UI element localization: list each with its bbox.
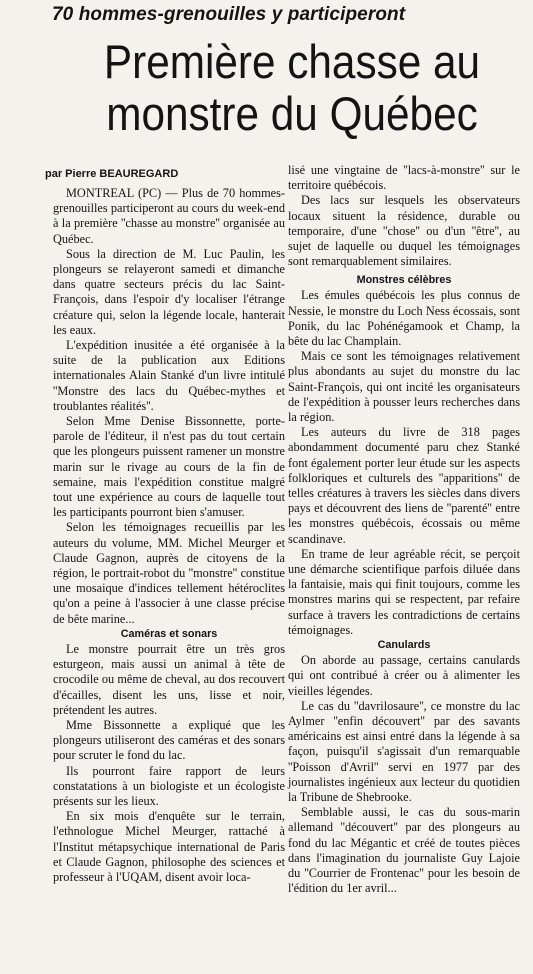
headline <box>85 36 499 140</box>
paragraph: Selon les témoignages recueillis par les auteurs du volume, MM. Michel Meurger et Claude Gagnon, auprès de citoyens de la région, le portrait-robot du ''monstre'' constitue une mosaique d'indices tellement hétéroclites qu'on a peine à l'associer à une classe précise de bête marine... <box>53 520 285 626</box>
article-column-2 <box>288 163 520 896</box>
paragraph: Le cas du ''davrilosaure'', ce monstre du lac Aylmer ''enfin découvert'' par des savants américains est ainsi entré dans la légende à sa façon, puisqu'il s'agissait d'un remarquable ''Poisson d'Avril'' servi en 1977 par des journalistes ingénieux aux lecteur du quotidien la Tribune de Shebrooke. <box>288 698 520 804</box>
paragraph: Mme Bissonnette a expliqué que les plongeurs utiliseront des caméras et des sonars pour scruter le fond du lac. <box>53 717 285 763</box>
article-column-1 <box>53 186 285 885</box>
paragraph: Semblable aussi, le cas du sous-marin allemand ''découvert'' par des plongeurs au fond du lac Mégantic et créé de toutes pièces dans l'imagination du journaliste Guy Lajoie du ''Courrier de Frontenac'' pour les besoin de l'édition du 1er avril... <box>288 805 520 896</box>
paragraph: Mais ce sont les témoignages relativement plus abondants au sujet du monstre du lac Saint-François, qui ont incité les organisateurs de l'expédition à pousser leurs recherches dans la région. <box>288 349 520 425</box>
paragraph: Sous la direction de M. Luc Paulin, les plongeurs se relayeront samedi et dimanche dans quatre secteurs précis du lac Saint-François, dans l'espoir d'y localiser l'étrange créature qui, selon la légende locale, hanterait les eaux. <box>53 246 285 337</box>
paragraph: En six mois d'enquête sur le terrain, l'ethnologue Michel Meurger, rattaché à l'Institut métapsychique international de Paris et Claude Gagnon, philosophe des sciences et professeur à l'UQAM, disent avoir loca- <box>53 809 285 884</box>
kicker: 70 hommes-grenouilles y participeront <box>52 4 406 25</box>
paragraph: On aborde au passage, certains canulards qui ont contribué à créer ou à alimenter les vieilles légendes. <box>288 653 520 698</box>
paragraph: MONTREAL (PC) — Plus de 70 hommes-grenouilles participeront au cours du week-end à la première ''chasse au monstre'' organisée au Québec. <box>53 186 285 246</box>
paragraph: Les auteurs du livre de 318 pages abondamment documenté paru chez Stanké font également porter leur étude sur les aspects folkloriques et culturels des ''apparitions'' de telles créatures à travers les siècles dans divers pays et découvrent des liens de ''parenté'' entre les monstres québécois, écossais ou même scandinave. <box>288 425 520 546</box>
subheading: Monstres célèbres <box>356 274 452 287</box>
headline-line-2: monstre du Québec <box>106 87 478 140</box>
paragraph: Le monstre pourrait être un très gros esturgeon, mais aussi un animal à tête de crocodile ou même de cheval, au dos recouvert d'écailles, disent les uns, lisse et noir, prétendent les autres. <box>53 641 285 717</box>
paragraph: Ils pourront faire rapport de leurs constatations à un biologiste et un écologiste présents sur les lieux. <box>53 763 285 808</box>
paragraph: Des lacs sur lesquels les observateurs locaux situent la résidence, durable ou temporaire, d'une ''chose'' ou d'un ''être'', au sujet de laquelle ou duquel les témoignages sont remarquablement similaires. <box>288 193 520 269</box>
byline: par Pierre BEAUREGARD <box>45 168 179 180</box>
paragraph: lisé une vingtaine de ''lacs-à-monstre'' sur le territoire québécois. <box>288 163 520 193</box>
paragraph: Les émules québécois les plus connus de Nessie, le monstre du Loch Ness écossais, sont Ponik, du lac Pohénégamook et Champ, la bête du lac Champlain. <box>288 288 520 349</box>
paragraph: Selon Mme Denise Bissonnette, porte-parole de l'éditeur, il n'est pas du tout certain que les plongeurs puissent ramener un monstre marin sur le rivage au cours de la fin de semaine, mais l'expédition constitue malgré tout une expérience au cours de laquelle tout les participants pourront bien s'amuser. <box>53 414 285 520</box>
subheading: Canulards <box>377 639 431 652</box>
paragraph: En trame de leur agréable récit, se perçoit une démarche scientifique parfois diluée dans la fantaisie, mais qui finit toujours, comme les monstres marins qui se respectent, par refaire surface à travers les contradictions de certains témoignages. <box>288 546 520 637</box>
headline-line-1: Première chasse au <box>103 35 481 88</box>
paragraph: L'expédition inusitée a été organisée à la suite de la publication aux Editions internationales Alain Stanké d'un livre intitulé ''Monstre des lacs du Québec-mythes et troublantes réalités''. <box>53 338 285 413</box>
subheading: Caméras et sonars <box>120 627 218 640</box>
